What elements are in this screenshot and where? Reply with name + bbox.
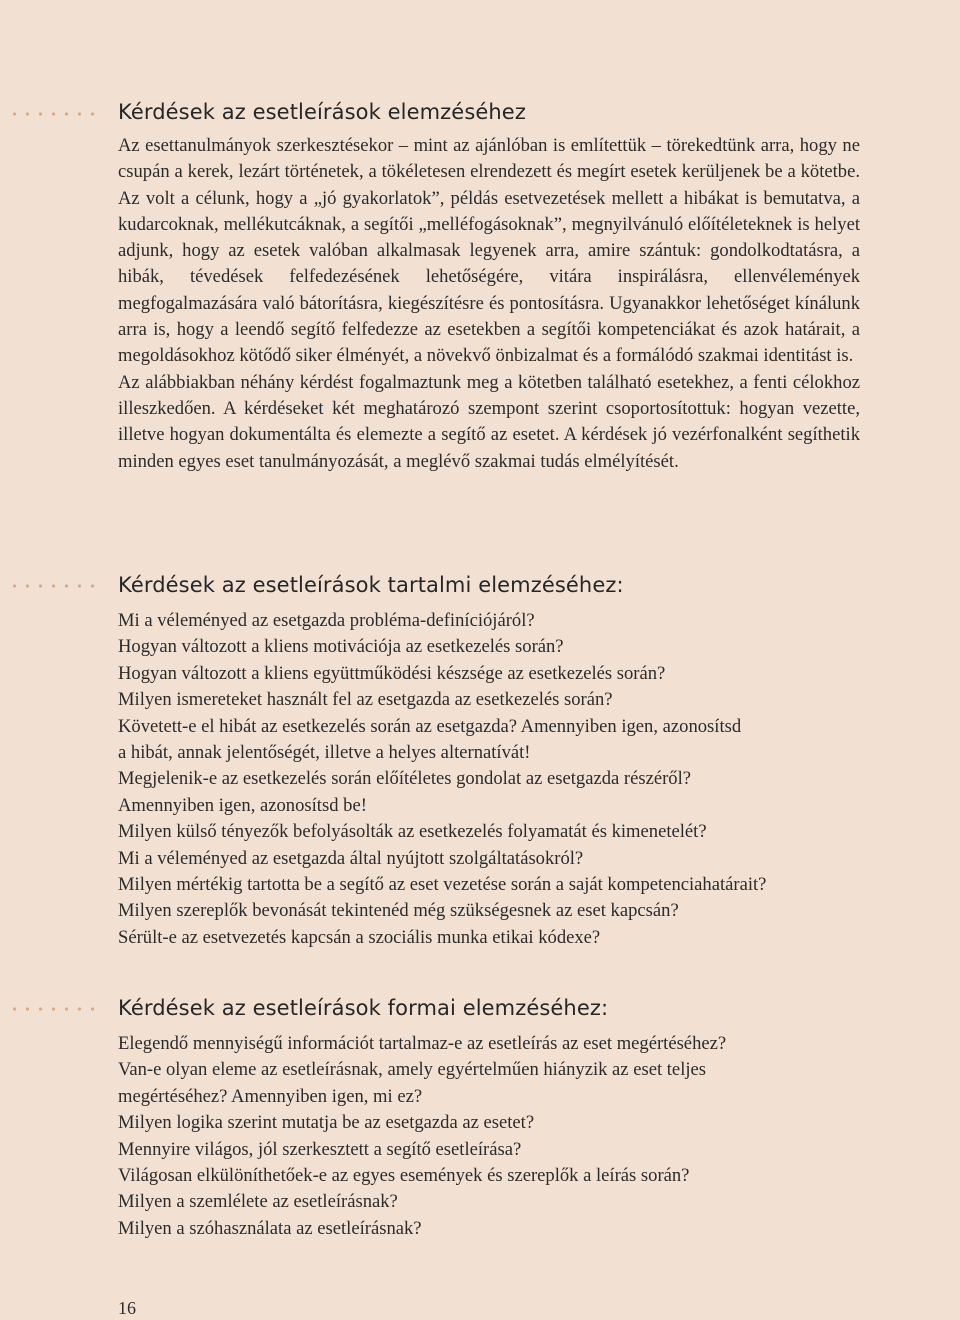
question-line: Sérült-e az esetvezetés kapcsán a szociális munka etikai kódexe?	[118, 926, 601, 948]
question-line: Világosan elkülöníthetőek-e az egyes események és szereplők a leírás során?	[118, 1165, 690, 1187]
section-heading-analysis: Kérdések az esetleírások elemzéséhez	[118, 100, 526, 124]
section-divider-dots	[8, 1007, 100, 1011]
question-line: Milyen a szemlélete az esetleírásnak?	[118, 1191, 398, 1213]
section-heading-content-analysis: Kérdések az esetleírások tartalmi elemzéséhez:	[118, 573, 624, 597]
section-divider-dots	[8, 584, 100, 588]
intro-text	[118, 133, 860, 475]
question-line: Követett-e el hibát az esetkezelés során az esetgazda? Amennyiben igen, azonosítsd	[118, 715, 742, 737]
question-line: Milyen szereplők bevonását tekintenéd még szükségesnek az eset kapcsán?	[118, 900, 679, 922]
question-line: Milyen külső tényezők befolyásolták az esetkezelés folyamatát és kimenetelét?	[118, 821, 707, 843]
intro-paragraph: Az alábbiakban néhány kérdést fogalmaztunk meg a kötetben található esetekhez, a fenti célokhoz illeszkedően. A kérdéseket két meghatározó szempont szerint csoportosítottuk: hogyan vezette, illetve hogyan dokumentálta és elemezte a segítő az esetet. A kérdések jó vezérfonalként segíthetik minden egyes eset tanulmányozását, a meglévő szakmai tudás elmélyítését.	[118, 371, 860, 472]
question-line: Van-e olyan eleme az esetleírásnak, amely egyértelműen hiányzik az eset teljes	[118, 1059, 707, 1081]
content-questions-list	[118, 608, 878, 951]
question-line: Mi a véleményed az esetgazda probléma-definíciójáról?	[118, 610, 535, 631]
question-line: Mennyire világos, jól szerkesztett a segítő esetleírása?	[118, 1138, 522, 1160]
formal-questions-list	[118, 1031, 878, 1242]
question-line: Milyen mértékig tartotta be a segítő az eset vezetése során a saját kompetenciahatárait?	[118, 874, 767, 896]
section-heading-formal-analysis: Kérdések az esetleírások formai elemzéséhez:	[118, 996, 609, 1020]
question-line: Elegendő mennyiségű információt tartalmaz-e az esetleírás az eset megértéséhez?	[118, 1033, 727, 1054]
question-line: Milyen logika szerint mutatja be az esetgazda az esetet?	[118, 1112, 535, 1134]
question-line: Milyen ismereteket használt fel az esetgazda az esetkezelés során?	[118, 689, 613, 711]
question-line: Mi a véleményed az esetgazda által nyújtott szolgáltatásokról?	[118, 847, 584, 869]
question-line: Milyen a szóhasználata az esetleírásnak?	[118, 1217, 422, 1239]
question-line: Hogyan változott a kliens együttműködési készsége az esetkezelés során?	[118, 662, 666, 684]
page-number: 16	[118, 1298, 136, 1318]
question-line: Megjelenik-e az esetkezelés során előítéletes gondolat az esetgazda részéről?	[118, 768, 692, 790]
question-line: Hogyan változott a kliens motivációja az esetkezelés során?	[118, 636, 564, 658]
question-line: a hibát, annak jelentőségét, illetve a helyes alternatívát!	[118, 742, 531, 764]
question-line: megértéséhez? Amennyiben igen, mi ez?	[118, 1085, 423, 1107]
question-line: Amennyiben igen, azonosítsd be!	[118, 794, 367, 816]
intro-paragraph: Az esettanulmányok szerkesztésekor – mint az ajánlóban is említettük – törekedtünk arra, hogy ne csupán a kerek, lezárt történetek, a tökéletesen elrendezett és megírt esetek kerüljenek be a kötetbe. Az volt a célunk, hogy a „jó gyakorlatok”, példás esetvezetések mellett a hibákat is bemutatva, a kudarcoknak, mellékutcáknak, a segítői „melléfogásoknak”, megnyilvánuló előítéleteknek is helyet adjunk, hogy az esetek valóban alkalmasak legyenek arra, amire szántuk: gondolkodtatásra, a hibák, tévedések felfedezésének lehetőségére, vitára inspirálásra, ellenvélemények megfogalmazására való bátorításra, kiegészítésre és pontosításra. Ugyanakkor lehetőséget kínálunk arra is, hogy a leendő segítő felfedezze az esetekben a segítői kompetenciákat és azok határait, a megoldásokhoz kötődő siker élményét, a növekvő önbizalmat és a formálódó szakmai identitást is.	[118, 135, 860, 367]
section-divider-dots	[8, 112, 100, 116]
